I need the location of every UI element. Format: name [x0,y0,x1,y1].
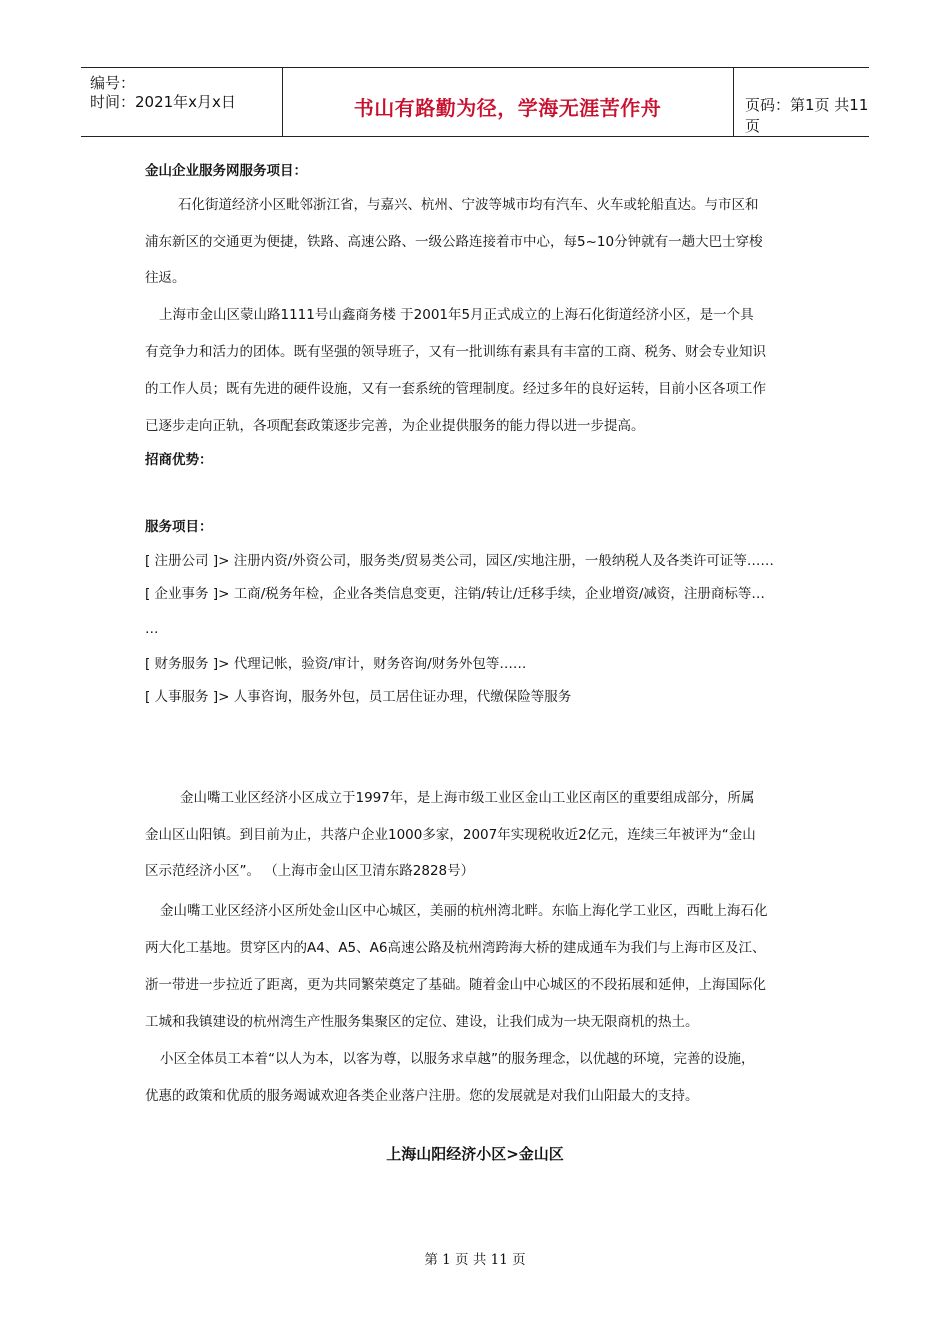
paragraph-line: 浦东新区的交通更为便捷，铁路、高速公路、一级公路连接着市中心，每5~10分钟就有一趟大巴士穿梭 [145,234,763,250]
service-item-continuation: … [145,621,159,637]
paragraph-line: 浙一带进一步拉近了距离，更为共同繁荣奠定了基础。随着金山中心城区的不段拓展和延伸，上海国际化 [145,977,766,993]
service-item: [ 财务服务 ]> 代理记帐，验资/审计，财务咨询/财务外包等…… [145,656,527,672]
service-item: [ 企业事务 ]> 工商/税务年检，企业各类信息变更，注销/转让/迁移手续，企业增资/减资，注册商标等… [145,586,765,602]
paragraph-line: 上海市金山区蒙山路1111号山鑫商务楼 于2001年5月正式成立的上海石化街道经济小区，是一个具 [159,307,754,323]
time-label: 时间：2021年x月x日 [90,93,236,111]
paragraph-line: 已逐步走向正轨，各项配套政策逐步完善，为企业提供服务的能力得以进一步提高。 [145,418,645,434]
section-title-investment: 招商优势： [145,452,213,468]
paragraph-line: 金山区山阳镇。到目前为止，共落户企业1000多家，2007年实现税收近2亿元，连续三年被评为“金山 [145,827,756,843]
paragraph-line: 有竞争力和活力的团体。既有坚强的领导班子，又有一批训练有素具有丰富的工商、税务、财会专业知识 [145,344,766,360]
section-title-service-items: 服务项目： [145,519,213,535]
service-item: [ 注册公司 ]> 注册内资/外资公司，服务类/贸易类公司，园区/实地注册，一般纳税人及各类许可证等…… [145,553,774,569]
paragraph-line: 往返。 [145,270,186,286]
paragraph-line: 金山嘴工业区经济小区成立于1997年，是上海市级工业区金山工业区南区的重要组成部分，所属 [180,790,755,806]
page-footer: 第 1 页 共 11 页 [424,1252,526,1268]
paragraph-line: 两大化工基地。贯穿区内的A4、A5、A6高速公路及杭州湾跨海大桥的建成通车为我们与上海市区及江、 [145,940,766,956]
paragraph-line: 区示范经济小区”。 （上海市金山区卫清东路2828号） [145,863,475,879]
paragraph-line: 金山嘴工业区经济小区所处金山区中心城区，美丽的杭州湾北畔。东临上海化学工业区，西毗上海石化 [160,903,768,919]
section-title-services-network: 金山企业服务网服务项目： [145,163,307,179]
paragraph-line: 小区全体员工本着“以人为本，以客为尊，以服务求卓越”的服务理念，以优越的环境，完善的设施， [160,1051,755,1067]
page-code: 页码：第1页 共11页 [745,96,869,135]
service-item: [ 人事服务 ]> 人事咨询，服务外包，员工居住证办理，代缴保险等服务 [145,689,572,705]
number-label: 编号： [90,74,136,92]
paragraph-line: 的工作人员；既有先进的硬件设施，又有一套系统的管理制度。经过多年的良好运转，目前小区各项工作 [145,381,766,397]
paragraph-line: 优惠的政策和优质的服务竭诚欢迎各类企业落户注册。您的发展就是对我们山阳最大的支持。 [145,1088,699,1104]
center-title: 上海山阳经济小区>金山区 [386,1145,564,1163]
motto: 书山有路勤为径，学海无涯苦作舟 [353,96,662,120]
paragraph-line: 石化街道经济小区毗邻浙江省，与嘉兴、杭州、宁波等城市均有汽车、火车或轮船直达。与市区和 [178,197,759,213]
paragraph-line: 工城和我镇建设的杭州湾生产性服务集聚区的定位、建设，让我们成为一块无限商机的热土。 [145,1014,699,1030]
